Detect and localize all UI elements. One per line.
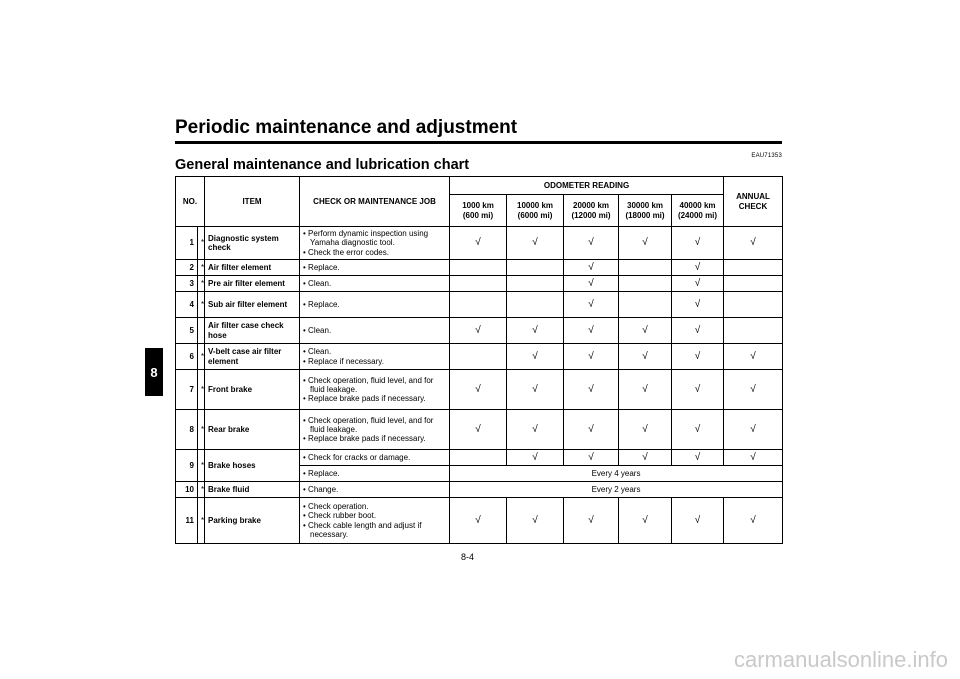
header-odometer-col: [564, 195, 619, 227]
row-number: 7: [176, 370, 198, 410]
check-mark: √: [450, 498, 507, 544]
check-mark: √: [564, 292, 619, 318]
check-mark: √: [724, 227, 783, 260]
odometer-km: 30000 km: [627, 201, 664, 211]
maintenance-job: [300, 260, 450, 276]
row-number: 8: [176, 410, 198, 450]
table-row: [176, 227, 783, 260]
job-line: • Perform dynamic inspection using Yamaha diagnostic tool.: [303, 229, 429, 248]
dealer-asterisk: [198, 318, 205, 344]
header-item: ITEM: [205, 177, 300, 227]
table-row: [176, 260, 783, 276]
dealer-asterisk: *: [198, 410, 205, 450]
table-row: [176, 410, 783, 450]
watermark: carmanualsonline.info: [733, 647, 948, 672]
odometer-mi: (600 mi): [462, 210, 494, 220]
row-number: 3: [176, 276, 198, 292]
page-number: 8-4: [461, 552, 475, 562]
dealer-asterisk: *: [198, 482, 205, 498]
odometer-km: 20000 km: [573, 201, 610, 211]
job-line: • Check for cracks or damage.: [303, 452, 411, 462]
maintenance-job: [300, 482, 450, 498]
row-number: 9: [176, 450, 198, 482]
check-mark: √: [450, 318, 507, 344]
maintenance-job: [300, 276, 450, 292]
check-mark: √: [724, 370, 783, 410]
check-mark: √: [507, 450, 564, 466]
interval-text: Every 2 years: [450, 482, 783, 498]
job-line: • Check operation.: [303, 502, 369, 512]
check-mark: √: [619, 410, 672, 450]
check-mark: √: [672, 370, 724, 410]
check-mark: √: [724, 344, 783, 370]
table-row: [176, 370, 783, 410]
empty-cell: [724, 260, 783, 276]
header-odometer-col: [507, 195, 564, 227]
document-code: EAU71353: [751, 153, 782, 159]
check-mark: √: [564, 260, 619, 276]
check-mark: √: [672, 498, 724, 544]
job-line: • Replace.: [303, 262, 340, 272]
header-odometer-col: [619, 195, 672, 227]
header-no: NO.: [176, 177, 205, 227]
page-header-title: Periodic maintenance and adjustment: [175, 117, 518, 138]
check-mark: √: [507, 344, 564, 370]
maintenance-job: [300, 227, 450, 260]
check-mark: √: [564, 498, 619, 544]
check-mark: √: [564, 227, 619, 260]
row-number: 6: [176, 344, 198, 370]
check-mark: √: [672, 292, 724, 318]
row-number: 10: [176, 482, 198, 498]
job-line: • Check operation, fluid level, and for fluid leakage.: [303, 375, 434, 394]
empty-cell: [450, 344, 507, 370]
empty-cell: [619, 260, 672, 276]
odometer-km: 1000 km: [462, 201, 494, 211]
interval-text: Every 4 years: [450, 466, 783, 482]
job-line: • Check rubber boot.: [303, 511, 377, 521]
empty-cell: [724, 292, 783, 318]
maintenance-job: [300, 450, 450, 466]
job-line: • Check the error codes.: [303, 247, 389, 257]
dealer-asterisk: *: [198, 498, 205, 544]
job-line: • Clean.: [303, 347, 332, 357]
check-mark: √: [564, 344, 619, 370]
check-mark: √: [507, 370, 564, 410]
odometer-km: 40000 km: [679, 201, 716, 211]
empty-cell: [507, 260, 564, 276]
check-mark: √: [724, 450, 783, 466]
item-name: V-belt case air filter element: [205, 344, 300, 370]
job-line: • Replace brake pads if necessary.: [303, 394, 426, 404]
maintenance-job: [300, 466, 450, 482]
empty-cell: [507, 276, 564, 292]
item-name: Brake hoses: [205, 450, 300, 482]
empty-cell: [724, 318, 783, 344]
header-odometer-col: [450, 195, 507, 227]
check-mark: √: [672, 410, 724, 450]
item-name: Air filter element: [205, 260, 300, 276]
item-name: Brake fluid: [205, 482, 300, 498]
item-name: Sub air filter element: [205, 292, 300, 318]
check-mark: √: [619, 498, 672, 544]
check-mark: √: [672, 260, 724, 276]
odometer-mi: (6000 mi): [517, 210, 553, 220]
job-line: • Change.: [303, 484, 339, 494]
odometer-mi: (18000 mi): [625, 210, 665, 220]
item-name: Pre air filter element: [205, 276, 300, 292]
table-row: [176, 482, 783, 498]
check-mark: √: [724, 498, 783, 544]
header-odometer: ODOMETER READING: [450, 177, 724, 195]
table-row: [176, 344, 783, 370]
table-row: [176, 318, 783, 344]
job-line: • Clean.: [303, 325, 332, 335]
maintenance-job: [300, 318, 450, 344]
header-annual: ANNUAL CHECK: [724, 177, 783, 227]
item-name: Diagnostic system check: [205, 227, 300, 260]
check-mark: √: [672, 276, 724, 292]
job-line: • Replace if necessary.: [303, 356, 384, 366]
row-number: 11: [176, 498, 198, 544]
check-mark: √: [507, 227, 564, 260]
maintenance-job: [300, 498, 450, 544]
check-mark: √: [619, 227, 672, 260]
check-mark: √: [450, 410, 507, 450]
job-line: • Check operation, fluid level, and for fluid leakage.: [303, 415, 434, 434]
table-row: [176, 276, 783, 292]
check-mark: √: [564, 450, 619, 466]
check-mark: √: [672, 318, 724, 344]
row-number: 1: [176, 227, 198, 260]
empty-cell: [619, 292, 672, 318]
empty-cell: [507, 292, 564, 318]
empty-cell: [450, 292, 507, 318]
maintenance-chart: [175, 176, 783, 544]
check-mark: √: [450, 227, 507, 260]
empty-cell: [450, 260, 507, 276]
table-row: [176, 498, 783, 544]
check-mark: √: [724, 410, 783, 450]
table-row: [176, 292, 783, 318]
row-number: 2: [176, 260, 198, 276]
check-mark: √: [672, 227, 724, 260]
check-mark: √: [672, 344, 724, 370]
maintenance-job: [300, 344, 450, 370]
item-name: Air filter case check hose: [205, 318, 300, 344]
item-name: Parking brake: [205, 498, 300, 544]
table-row: [176, 450, 783, 466]
check-mark: √: [619, 344, 672, 370]
dealer-asterisk: *: [198, 227, 205, 260]
check-mark: √: [507, 410, 564, 450]
check-mark: √: [564, 276, 619, 292]
maintenance-job: [300, 410, 450, 450]
maintenance-job: [300, 370, 450, 410]
check-mark: √: [450, 370, 507, 410]
item-name: Rear brake: [205, 410, 300, 450]
dealer-asterisk: *: [198, 276, 205, 292]
header-job: CHECK OR MAINTENANCE JOB: [300, 177, 450, 227]
check-mark: √: [619, 318, 672, 344]
check-mark: √: [564, 410, 619, 450]
check-mark: √: [564, 318, 619, 344]
dealer-asterisk: *: [198, 260, 205, 276]
dealer-asterisk: *: [198, 450, 205, 482]
check-mark: √: [507, 318, 564, 344]
dealer-asterisk: *: [198, 344, 205, 370]
check-mark: √: [672, 450, 724, 466]
section-title: General maintenance and lubrication chart: [175, 157, 470, 173]
odometer-km: 10000 km: [517, 201, 554, 211]
dealer-asterisk: *: [198, 292, 205, 318]
job-line: • Replace.: [303, 468, 340, 478]
check-mark: √: [507, 498, 564, 544]
empty-cell: [450, 450, 507, 466]
empty-cell: [450, 276, 507, 292]
job-line: • Replace.: [303, 299, 340, 309]
odometer-mi: (12000 mi): [571, 210, 611, 220]
dealer-asterisk: *: [198, 370, 205, 410]
check-mark: √: [619, 450, 672, 466]
header-odometer-col: [672, 195, 724, 227]
header-rule: [175, 141, 782, 144]
job-line: • Clean.: [303, 278, 332, 288]
empty-cell: [619, 276, 672, 292]
job-line: • Replace brake pads if necessary.: [303, 434, 426, 444]
item-name: Front brake: [205, 370, 300, 410]
job-line: • Check cable length and adjust if necessary.: [303, 520, 422, 539]
check-mark: √: [619, 370, 672, 410]
empty-cell: [724, 276, 783, 292]
maintenance-job: [300, 292, 450, 318]
check-mark: √: [564, 370, 619, 410]
chapter-tab: 8: [145, 348, 163, 396]
row-number: 5: [176, 318, 198, 344]
row-number: 4: [176, 292, 198, 318]
odometer-mi: (24000 mi): [677, 210, 718, 220]
